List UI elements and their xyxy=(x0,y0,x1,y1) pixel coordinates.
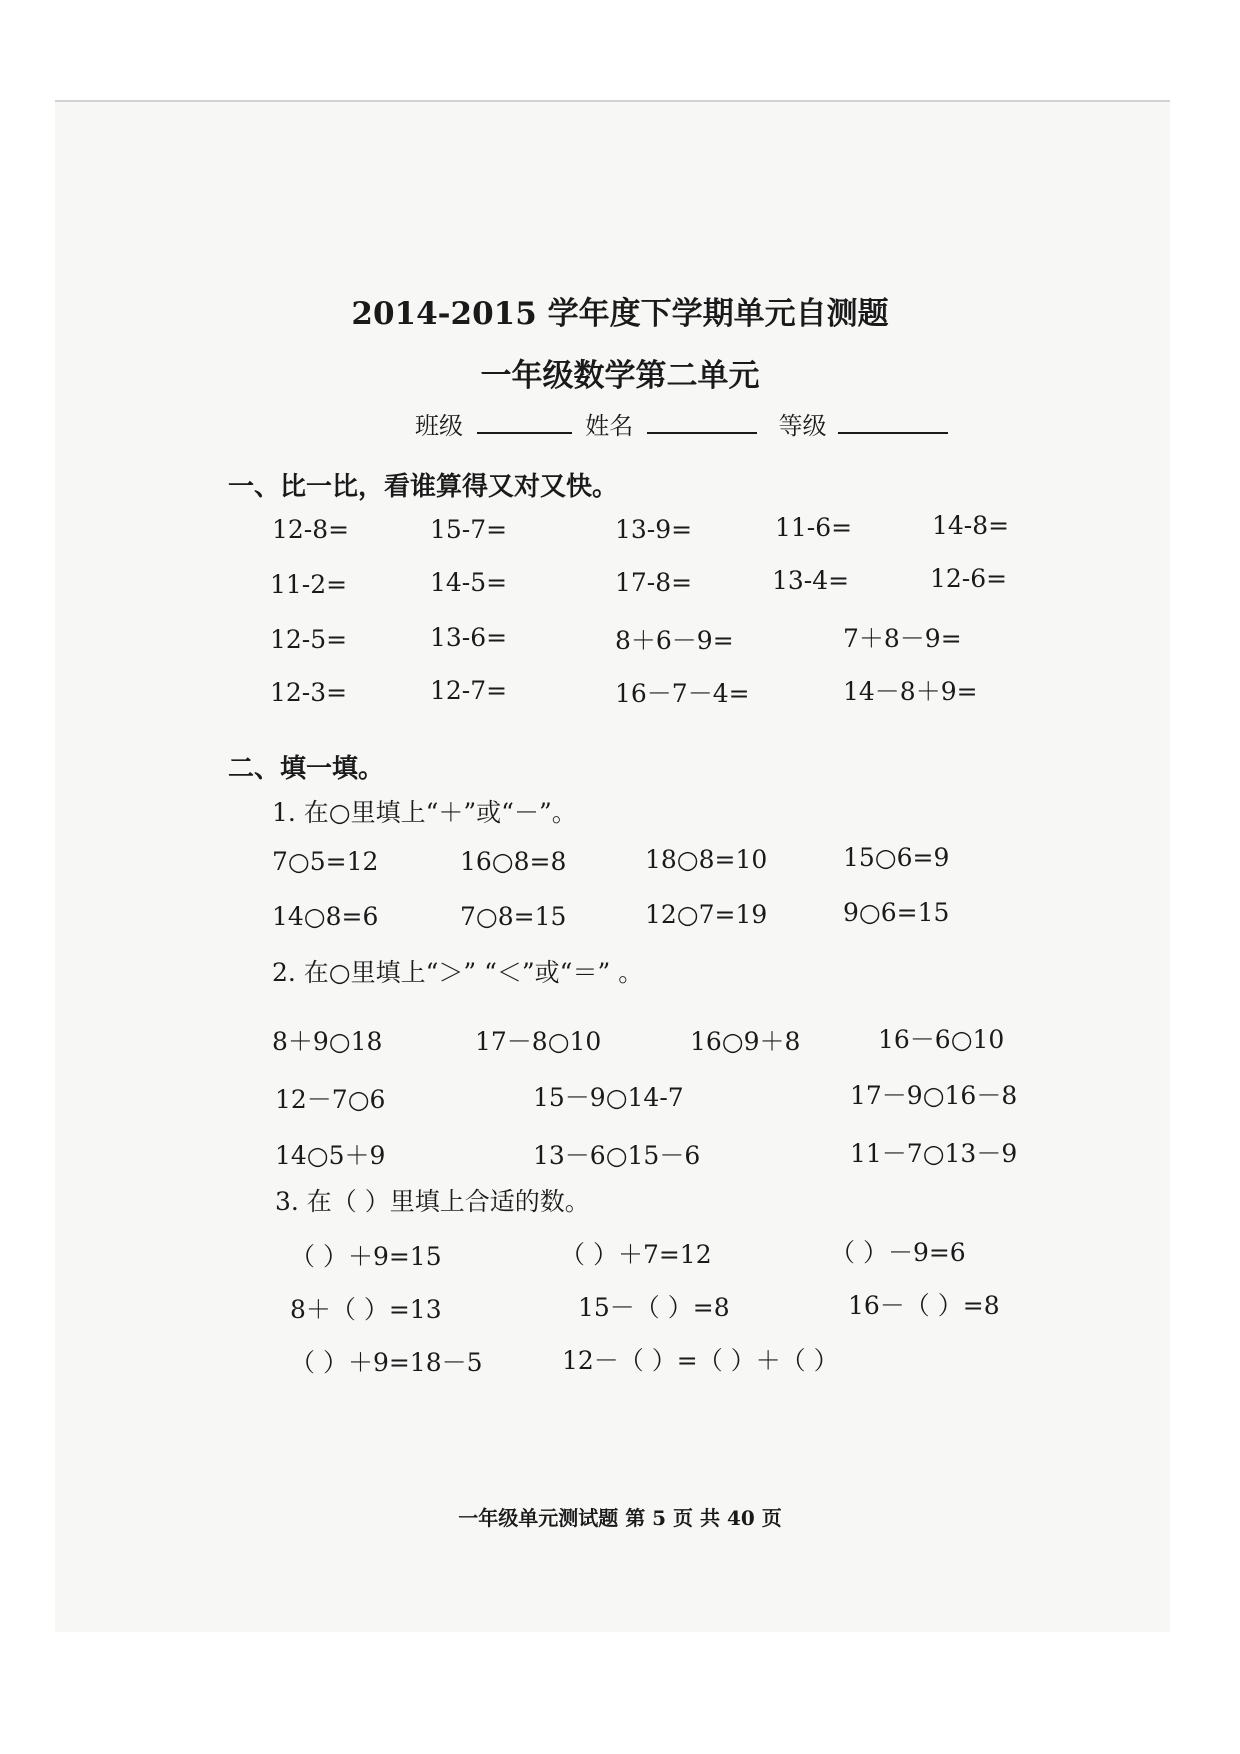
compare-problem: 16○9＋8 xyxy=(690,1027,801,1056)
fill-operator-problem: 7○5=12 xyxy=(272,847,379,876)
calc-problem: 11-2= xyxy=(270,570,348,599)
fill-number-problem: 12－（ ）=（ ）＋（ ） xyxy=(562,1346,839,1375)
compare-problem: 13－6○15－6 xyxy=(533,1141,701,1170)
calc-problem: 17-8= xyxy=(615,568,693,597)
fill-number-problem: 8＋（ ）=13 xyxy=(290,1295,442,1324)
fill-number-problem: 16－（ ）=8 xyxy=(848,1291,1000,1320)
fill-number-problem: 15－（ ）=8 xyxy=(578,1293,730,1322)
calc-problem: 14－8＋9= xyxy=(843,677,978,706)
fill-number-problem: （ ）－9=6 xyxy=(830,1238,966,1267)
fill-operator-problem: 16○8=8 xyxy=(460,847,567,876)
fill-operator-problem: 15○6=9 xyxy=(843,843,950,872)
compare-problem: 14○5＋9 xyxy=(275,1141,386,1170)
calc-problem: 7＋8－9= xyxy=(843,624,962,653)
page-subtitle: 一年级数学第二单元 xyxy=(480,358,760,394)
calc-problem: 14-8= xyxy=(932,511,1010,540)
class-label: 班级 xyxy=(415,412,463,440)
fill-operator-problem: 9○6=15 xyxy=(843,898,950,927)
calc-problem: 13-4= xyxy=(772,566,850,595)
name-blank[interactable] xyxy=(647,410,757,434)
calc-problem: 12-6= xyxy=(930,564,1008,593)
name-label: 姓名 xyxy=(585,412,634,440)
calc-problem: 12-8= xyxy=(272,515,350,544)
grade-blank[interactable] xyxy=(838,410,948,434)
compare-problem: 15－9○14-7 xyxy=(533,1083,684,1112)
fill-number-problem: （ ）＋7=12 xyxy=(560,1240,712,1269)
page-title: 2014-2015 学年度下学期单元自测题 xyxy=(351,296,889,332)
compare-problem: 17－8○10 xyxy=(475,1027,602,1056)
calc-problem: 13-9= xyxy=(615,515,693,544)
part-2-instruction: 2. 在○里填上“＞” “＜”或“＝” 。 xyxy=(272,958,644,987)
fill-number-problem: （ ）＋9=18－5 xyxy=(290,1348,483,1377)
calc-problem: 16－7－4= xyxy=(615,679,750,708)
calc-problem: 8＋6－9= xyxy=(615,626,734,655)
fill-operator-problem: 12○7=19 xyxy=(645,900,768,929)
student-info-row xyxy=(415,406,948,441)
compare-problem: 8＋9○18 xyxy=(272,1027,383,1056)
grade-label: 等级 xyxy=(778,412,827,440)
calc-problem: 12-5= xyxy=(270,625,348,654)
calc-problem: 14-5= xyxy=(430,568,508,597)
part-1-instruction: 1. 在○里填上“＋”或“－”。 xyxy=(272,798,577,827)
compare-problem: 11－7○13－9 xyxy=(850,1139,1018,1168)
page-footer: 一年级单元测试题 第 5 页 共 40 页 xyxy=(458,1506,782,1530)
part-3-instruction: 3. 在（ ）里填上合适的数。 xyxy=(275,1187,590,1216)
fill-number-problem: （ ）＋9=15 xyxy=(290,1242,442,1271)
compare-problem: 12－7○6 xyxy=(275,1085,386,1114)
compare-problem: 17－9○16－8 xyxy=(850,1081,1018,1110)
fill-operator-problem: 14○8=6 xyxy=(272,902,379,931)
calc-problem: 12-3= xyxy=(270,678,348,707)
calc-problem: 12-7= xyxy=(430,676,508,705)
compare-problem: 16－6○10 xyxy=(878,1025,1005,1054)
calc-problem: 15-7= xyxy=(430,515,508,544)
fill-operator-problem: 7○8=15 xyxy=(460,902,567,931)
section-1-heading: 一、比一比，看谁算得又对又快。 xyxy=(228,472,619,502)
calc-problem: 11-6= xyxy=(775,513,853,542)
section-2-heading: 二、填一填。 xyxy=(228,754,385,784)
fill-operator-problem: 18○8=10 xyxy=(645,845,768,874)
class-blank[interactable] xyxy=(477,410,572,434)
calc-problem: 13-6= xyxy=(430,623,508,652)
